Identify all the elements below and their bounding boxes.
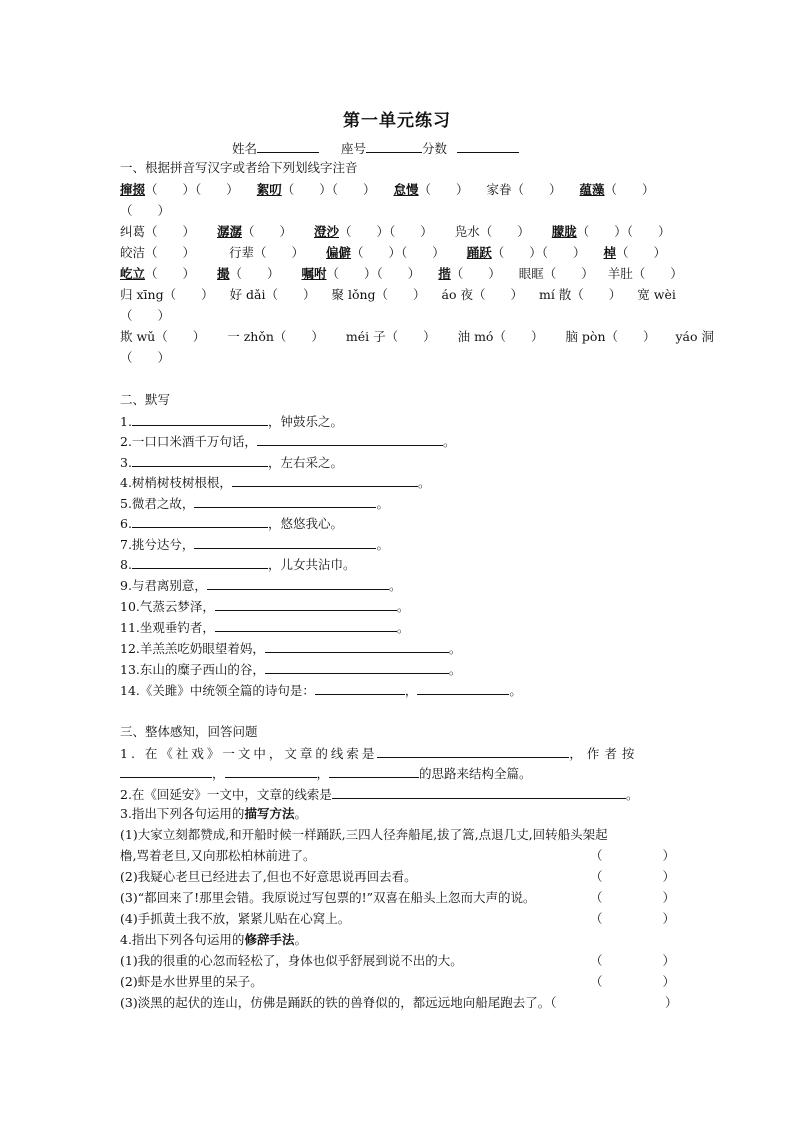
score-label: 分数 <box>422 141 448 156</box>
answer-line[interactable] <box>132 413 268 426</box>
word: 潺潺 <box>217 224 243 239</box>
answer-blank[interactable]: （ ） <box>120 203 171 218</box>
dictation-item: 8. ，儿女共沾巾。 <box>120 557 356 572</box>
student-info-line <box>232 140 519 157</box>
answer-blank[interactable]: （ ） <box>195 182 239 197</box>
answer-paren[interactable]: （ ） <box>590 848 676 863</box>
pinyin-row-3 <box>120 224 671 240</box>
answer-line[interactable] <box>132 454 268 467</box>
answer-line[interactable] <box>120 765 212 778</box>
word: 一 zhǒn <box>227 329 274 344</box>
word: 凫水 <box>454 224 480 239</box>
dictation-item: 11.坐观垂钓者， 。 <box>120 620 410 635</box>
answer-blank[interactable]: （ ） <box>351 245 402 260</box>
answer-blank[interactable]: （ ） <box>605 329 656 344</box>
dictation-item: 6. ，悠悠我心。 <box>120 516 343 531</box>
answer-paren-close: ） <box>665 995 678 1010</box>
answer-paren[interactable]: （ ） <box>590 953 676 968</box>
answer-line[interactable] <box>329 765 419 778</box>
answer-paren[interactable]: （ ） <box>590 911 676 926</box>
answer-line[interactable] <box>207 577 389 590</box>
answer-line[interactable] <box>232 474 418 487</box>
word: 行辈 <box>229 245 255 260</box>
answer-line[interactable] <box>225 765 317 778</box>
answer-blank[interactable]: （ ） <box>543 266 594 281</box>
answer-blank[interactable]: （ ） <box>491 245 542 260</box>
answer-blank[interactable]: （ ） <box>120 308 171 323</box>
answer-blank[interactable]: （ ） <box>375 287 426 302</box>
answer-blank[interactable]: （ ） <box>541 245 586 260</box>
dictation-item: 14.《关雎》中统领全篇的诗句是： ， 。 <box>120 683 522 698</box>
word: 宽 wèi <box>637 287 676 302</box>
answer-blank[interactable]: （ ） <box>145 224 196 239</box>
seat-field[interactable] <box>366 140 422 153</box>
q3-item-2: (2)我疑心老旦已经进去了,但也不好意思说再回去看。 <box>120 869 417 884</box>
word: 屹立 <box>120 266 146 281</box>
answer-blank[interactable]: （ ） <box>120 350 171 365</box>
answer-blank[interactable]: （ ） <box>242 224 293 239</box>
name-label: 姓名 <box>232 141 258 156</box>
word: 撺掇 <box>120 182 146 197</box>
word: áo 夜 <box>441 287 473 302</box>
section1-heading: 一、根据拼音写汉字或者给下列划线字注音 <box>120 160 358 175</box>
answer-paren[interactable]: （ ） <box>590 974 676 989</box>
answer-blank[interactable]: （ ） <box>155 329 206 344</box>
answer-blank[interactable]: （ ） <box>385 329 436 344</box>
answer-blank[interactable]: （ ） <box>493 329 544 344</box>
answer-blank[interactable]: （ ） <box>376 266 421 281</box>
dictation-item: 13.东山的糜子西山的谷， 。 <box>120 662 462 677</box>
word: 蕴藻 <box>579 182 605 197</box>
answer-blank[interactable]: （ ） <box>145 245 196 260</box>
question-4: 4.指出下列各句运用的修辞手法。 <box>120 932 307 947</box>
score-field[interactable] <box>457 140 519 153</box>
dictation-item: 12.羊羔羔吃奶眼望着妈， 。 <box>120 641 462 656</box>
section2-heading: 二、默写 <box>120 392 171 407</box>
q4-item-2: (2)虾是水世界里的呆子。 <box>120 974 263 989</box>
answer-blank[interactable]: （ ） <box>281 182 332 197</box>
answer-paren[interactable]: （ ） <box>590 890 676 905</box>
answer-blank[interactable]: （ ） <box>163 287 214 302</box>
word: méi 子 <box>345 329 386 344</box>
question-1: 1. 在《社戏》一文中，文章的线索是 ，作者按 <box>120 746 640 761</box>
word: 揩 <box>438 266 451 281</box>
word: 澄沙 <box>314 224 340 239</box>
dictation-item: 1. ，钟鼓乐之。 <box>120 414 343 429</box>
answer-blank[interactable]: （ ） <box>229 266 280 281</box>
answer-blank[interactable]: （ ） <box>479 224 530 239</box>
answer-blank[interactable]: （ ） <box>418 182 469 197</box>
answer-blank[interactable]: （ ） <box>626 224 671 239</box>
word: 棹 <box>603 245 617 260</box>
answer-line[interactable] <box>132 556 268 569</box>
pinyin-row-4 <box>120 245 666 261</box>
dictation-item: 4.树梢树枝树根根， 。 <box>120 475 431 490</box>
q4-item-3: (3)淡黑的起伏的连山，仿佛是踊跃的铁的兽脊似的，都远远地向船尾跑去了。（ <box>120 995 557 1010</box>
word: 撮 <box>217 266 230 281</box>
answer-blank[interactable]: （ ） <box>339 224 390 239</box>
word: yáo 洞 <box>675 329 715 344</box>
answer-blank[interactable]: （ ） <box>632 266 683 281</box>
answer-paren[interactable]: （ ） <box>590 869 676 884</box>
q3-item-3: (3)“都回来了!那里会错。我原说过写包票的!”双喜在船头上忽而大声的说。 <box>120 890 536 905</box>
answer-blank[interactable]: （ ） <box>326 266 377 281</box>
answer-blank[interactable]: （ ） <box>265 287 316 302</box>
pinyin-row-6 <box>120 287 676 303</box>
answer-blank[interactable]: （ ） <box>331 182 376 197</box>
word: 羊肚 <box>607 266 633 281</box>
word: 嘱咐 <box>301 266 327 281</box>
word: mí 散 <box>538 287 572 302</box>
answer-line[interactable] <box>265 661 449 674</box>
answer-blank[interactable]: （ ） <box>576 224 627 239</box>
answer-blank[interactable]: （ ） <box>472 287 523 302</box>
word: 家眷 <box>486 182 512 197</box>
dictation-item: 9.与君离别意， 。 <box>120 578 402 593</box>
pinyin-row-5 <box>120 266 683 282</box>
word: 絮叨 <box>256 182 282 197</box>
word: 踊跃 <box>466 245 492 260</box>
answer-line[interactable] <box>215 619 397 632</box>
answer-line[interactable] <box>315 682 405 695</box>
answer-line[interactable] <box>377 745 569 758</box>
q3-item-1: (1)大家立刻都赞成,和开船时候一样踊跃,三四人径奔船尾,拔了篙,点退几丈,回转船头架起 <box>120 827 608 842</box>
word: 好 dǎi <box>229 287 266 302</box>
word: 朦胧 <box>551 224 577 239</box>
pinyin-row-1 <box>120 182 655 198</box>
dictation-item: 2.一口口米酒千万句话， 。 <box>120 434 456 449</box>
dictation-item: 7.挑兮达兮， 。 <box>120 537 389 552</box>
q4-item-1: (1)我的很重的心忽而轻松了，身体也似乎舒展到说不出的大。 <box>120 953 463 968</box>
answer-blank[interactable]: （ ） <box>273 329 324 344</box>
word: 眼眶 <box>518 266 544 281</box>
question-2: 2.在《回延安》一文中，文章的线索是 。 <box>120 787 639 802</box>
word: 纠葛 <box>120 224 146 239</box>
answer-line[interactable] <box>265 640 449 653</box>
word: 归 xīng <box>120 287 164 302</box>
answer-blank[interactable]: （ ） <box>604 182 655 197</box>
answer-blank[interactable]: （ ） <box>389 224 433 239</box>
word: 聚 lǒng <box>331 287 376 302</box>
word: 脑 pòn <box>565 329 606 344</box>
page-title: 第一单元练习 <box>343 111 451 131</box>
answer-blank[interactable]: （ ） <box>616 245 667 260</box>
question-1-cont: ， ， 的思路来结构全篇。 <box>120 765 532 782</box>
answer-blank[interactable]: （ ） <box>511 182 562 197</box>
answer-line[interactable] <box>257 433 443 446</box>
answer-blank[interactable]: （ ） <box>254 245 305 260</box>
word: 皎洁 <box>120 245 146 260</box>
answer-blank[interactable]: （ ） <box>450 266 501 281</box>
answer-blank[interactable]: （ ） <box>145 182 196 197</box>
answer-blank[interactable]: （ ） <box>571 287 622 302</box>
name-field[interactable] <box>257 140 319 153</box>
answer-line[interactable] <box>332 786 626 799</box>
q3-item-4: (4)手抓黄土我不放，紧紧儿贴在心窝上。 <box>120 911 351 926</box>
section3-heading: 三、整体感知，回答问题 <box>120 724 258 739</box>
word: 偏僻 <box>326 245 352 260</box>
answer-line[interactable] <box>215 598 397 611</box>
word: 油 mó <box>457 329 494 344</box>
answer-line[interactable] <box>417 682 509 695</box>
q3-item-1-cont: 橹,骂着老旦,又向那松柏林前进了。 <box>120 848 316 863</box>
answer-blank[interactable]: （ ） <box>401 245 445 260</box>
dictation-item: 10.气蒸云梦泽， 。 <box>120 599 410 614</box>
dictation-item: 3. ，左右采之。 <box>120 455 343 470</box>
pinyin-row-8 <box>120 329 714 345</box>
answer-blank[interactable]: （ ） <box>145 266 196 281</box>
question-3: 3.指出下列各句运用的描写方法。 <box>120 806 307 821</box>
dictation-item: 5.微君之故， 。 <box>120 496 389 511</box>
answer-line[interactable] <box>132 515 268 528</box>
answer-line[interactable] <box>194 536 376 549</box>
word: 欺 wǔ <box>120 329 156 344</box>
answer-paren[interactable]: （ <box>550 995 557 1010</box>
seat-label: 座号 <box>340 141 366 156</box>
answer-line[interactable] <box>194 495 376 508</box>
word: 怠慢 <box>393 182 419 197</box>
